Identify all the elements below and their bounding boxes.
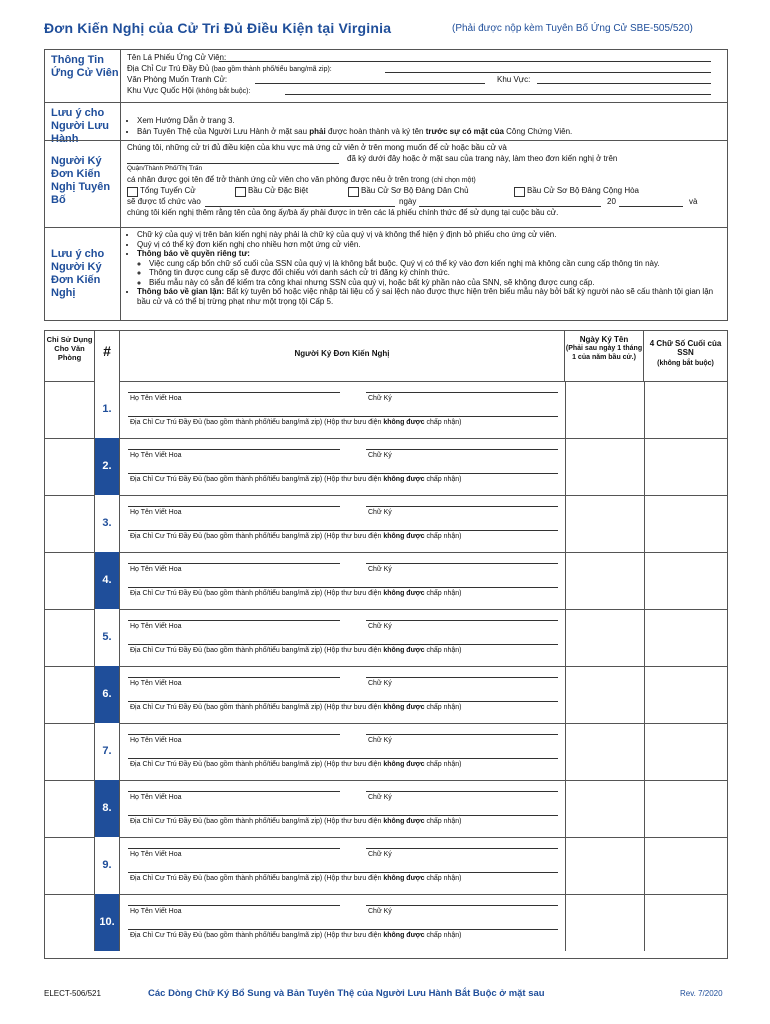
signer-row [45,780,727,838]
candidate-section [45,50,727,102]
address-field[interactable] [128,530,558,531]
office-use-cell [45,666,94,723]
printed-name-field[interactable] [128,620,340,621]
form-subtitle: (Phải được nộp kèm Tuyên Bố Ứng Cử SBE-505/520) [452,23,693,34]
office-label: Văn Phòng Muốn Tranh Cử: [127,75,228,84]
signature-table-header [45,331,727,382]
office-use-cell [45,609,94,666]
date-signed-field[interactable] [565,666,645,723]
printed-name-label: Họ Tên Viết Hoa [130,851,182,858]
statement-line-1: Chúng tôi, những cử tri đủ điều kiện của khu vực mà ứng cử viên ở trên mong muốn để cử hoặc bầu cử và [127,143,507,152]
signature-field[interactable] [366,791,558,792]
privacy-item-3: ◦ Biểu mẫu này có sẵn để kiểm tra công khai nhưng SSN của quý vị, hoặc bất kỳ phần nào của SNN, sẽ không được cung cấp. [149,278,721,288]
signer-statement-label: Người Ký Đơn Kiến Nghị Tuyên Bố [45,141,121,227]
ssn-field[interactable] [644,666,727,723]
year-field[interactable] [619,197,683,207]
office-use-cell [45,552,94,609]
address-field[interactable] [128,416,558,417]
signature-label: Chữ Ký [368,452,392,459]
address-label: Địa Chỉ Cư Trú Đầy Đủ (bao gồm thành phố/tiểu bang/mã zip) (Hộp thư bưu điện không được chấp nhận) [130,818,462,825]
ssn-field[interactable] [644,609,727,666]
signature-label: Chữ Ký [368,395,392,402]
ssn-field[interactable] [644,495,727,552]
address-field[interactable] [128,815,558,816]
circulator-item-2: • Bản Tuyên Thệ của Người Lưu Hành ở mặt sau phải được hoàn thành và ký tên trước sự có mặt của Công Chứng Viên. [137,126,721,137]
col-date: Ngày Ký Tên (Phải sau ngày 1 tháng 1 của năm bầu cử.) [565,331,644,381]
address-field[interactable] [128,872,558,873]
address-label: Địa Chỉ Cư Trú Đầy Đủ (bao gồm thành phố/tiểu bang/mã zip) (Hộp thư bưu điện không được chấp nhận) [130,647,462,654]
office-use-cell [45,780,94,837]
signature-table [44,330,728,959]
address-field[interactable] [128,587,558,588]
special-election-label: Bầu Cử Đặc Biệt [248,186,309,195]
signature-label: Chữ Ký [368,908,392,915]
address-label: Địa Chỉ Cư Trú Đầy Đủ (bao gồm thành phố/tiểu bang/mã zip) (Hộp thư bưu điện không được chấp nhận) [130,590,462,597]
col-signer: Người Ký Đơn Kiến Nghị [120,331,565,381]
signature-field[interactable] [366,620,558,621]
printed-name-label: Họ Tên Viết Hoa [130,452,182,459]
signer-row [45,495,727,553]
row-number: 7. [94,723,120,780]
ssn-field[interactable] [644,780,727,837]
printed-name-label: Họ Tên Viết Hoa [130,509,182,516]
signer-note-2: • Quý vị có thể ký đơn kiến nghị cho nhiều hơn một ứng cử viên. [137,240,721,250]
row-number: 2. [94,438,120,495]
date-signed-field[interactable] [565,837,645,894]
signer-cell [120,837,566,894]
signature-field[interactable] [366,677,558,678]
county-city-label: Quận/Thành Phố/Thị Trấn [127,165,203,172]
signer-statement-section [45,140,727,227]
signer-row [45,438,727,496]
ballot-name-field[interactable] [219,52,711,62]
signer-cell [120,666,566,723]
district-field[interactable] [537,74,711,84]
address-label: Địa Chỉ Cư Trú Đầy Đủ [127,64,210,73]
signature-field[interactable] [366,734,558,735]
statement-line-6: chúng tôi kiến nghị thêm rằng tên của ông ấy/bà ấy phải được in trên các lá phiếu chính thức để sử dụng tại cuộc bầu cử. [127,207,559,217]
office-use-cell [45,381,94,438]
col-office-use: Chỉ Sử Dụng Cho Văn Phòng [46,335,93,362]
printed-name-field[interactable] [128,791,340,792]
day-label: ngày [399,197,417,206]
printed-name-label: Họ Tên Viết Hoa [130,566,182,573]
ssn-field[interactable] [644,723,727,780]
row-number: 6. [94,666,120,723]
signer-row [45,723,727,781]
signature-label: Chữ Ký [368,680,392,687]
printed-name-label: Họ Tên Viết Hoa [130,623,182,630]
republican-primary-label: Bầu Cử Sơ Bộ Đảng Cộng Hòa [527,186,639,195]
office-use-cell [45,495,94,552]
printed-name-field[interactable] [128,392,340,393]
congress-label: Khu Vực Quốc Hội [127,86,194,95]
address-label: Địa Chỉ Cư Trú Đầy Đủ (bao gồm thành phố/tiểu bang/mã zip) (Hộp thư bưu điện không được chấp nhận) [130,932,462,939]
office-use-cell [45,438,94,495]
signer-row [45,609,727,667]
address-note: (bao gồm thành phố/tiểu bang/mã zip): [211,66,332,73]
row-number: 5. [94,609,120,666]
signer-cell [120,723,566,780]
address-label: Địa Chỉ Cư Trú Đầy Đủ (bao gồm thành phố/tiểu bang/mã zip) (Hộp thư bưu điện không được chấp nhận) [130,761,462,768]
signature-field[interactable] [366,449,558,450]
printed-name-field[interactable] [128,449,340,450]
and-label: và [689,197,698,206]
held-on-field[interactable] [205,197,395,207]
signature-field[interactable] [366,563,558,564]
signer-note-1: • Chữ ký của quý vị trên bản kiến nghị này phải là chữ ký của quý vị và không thể hiện ý định bỏ phiếu cho ứng cử viên. [137,230,721,240]
signature-field[interactable] [366,392,558,393]
signer-cell [120,780,566,837]
held-on-label: sẽ được tổ chức vào [127,197,201,206]
ssn-field[interactable] [644,837,727,894]
signer-row [45,837,727,895]
form-id: ELECT-506/521 [44,989,101,998]
democratic-primary-label: Bầu Cử Sơ Bộ Đảng Dân Chủ [361,186,469,195]
row-number: 4. [94,552,120,609]
signature-label: Chữ Ký [368,794,392,801]
footer-note: Các Dòng Chữ Ký Bổ Sung và Bản Tuyên Thệ của Người Lưu Hành Bắt Buộc ở mặt sau [148,988,545,999]
date-signed-field[interactable] [565,495,645,552]
printed-name-field[interactable] [128,848,340,849]
county-city-field[interactable] [127,154,339,164]
special-election-checkbox[interactable] [235,187,246,197]
office-use-cell [45,837,94,894]
day-field[interactable] [419,197,601,207]
date-signed-field[interactable] [565,381,645,438]
address-field[interactable] [128,929,558,930]
row-number: 1. [94,381,120,438]
date-signed-field[interactable] [565,894,645,951]
printed-name-field[interactable] [128,563,340,564]
privacy-item-2: ◦ Thông tin được cung cấp sẽ được đối chiếu với danh sách cử tri đăng ký chính thức. [149,268,721,278]
printed-name-label: Họ Tên Viết Hoa [130,395,182,402]
ssn-field[interactable] [644,894,727,951]
revision: Rev. 7/2020 [680,989,723,998]
statement-line-2: đã ký dưới đây hoặc ở mặt sau của trang này, làm theo đơn kiến nghị ở trên [347,153,618,163]
row-number: 9. [94,837,120,894]
signature-label: Chữ Ký [368,737,392,744]
printed-name-field[interactable] [128,734,340,735]
col-ssn: 4 Chữ Số Cuối của SSN (không bắt buộc) [649,339,722,367]
address-field[interactable] [128,701,558,702]
fraud-notice: • Thông báo về gian lận: Bất kỳ tuyên bố hoặc việc nhập tài liệu cố ý sai lệch nào được thực hiện trên biểu mẫu này bởi bất kỳ người nào sẽ cấu thành tội gian lận bầu cử và có thể bị trừng phạt như một trọng tội Cấp 5. [137,287,721,306]
signer-cell [120,609,566,666]
office-field[interactable] [255,74,485,84]
printed-name-label: Họ Tên Viết Hoa [130,737,182,744]
general-election-label: Tổng Tuyển Cử [140,186,196,195]
date-signed-field[interactable] [565,780,645,837]
signer-row [45,552,727,610]
signature-label: Chữ Ký [368,509,392,516]
ssn-field[interactable] [644,381,727,438]
row-number: 3. [94,495,120,552]
signature-label: Chữ Ký [368,851,392,858]
general-election-checkbox[interactable] [127,187,138,197]
signature-label: Chữ Ký [368,566,392,573]
date-signed-field[interactable] [565,609,645,666]
row-number: 8. [94,780,120,837]
signer-cell [120,438,566,495]
signer-note-label: Lưu ý cho Người Ký Đơn Kiến Nghị [45,228,121,320]
ssn-field[interactable] [644,552,727,609]
address-label: Địa Chỉ Cư Trú Đầy Đủ (bao gồm thành phố/tiểu bang/mã zip) (Hộp thư bưu điện không được chấp nhận) [130,875,462,882]
printed-name-label: Họ Tên Viết Hoa [130,908,182,915]
signature-field[interactable] [366,506,558,507]
statement-line-4: cá nhân được gọi tên để trở thành ứng cử viên cho văn phòng được nêu ở trên trong (chỉ chọn một) [127,174,476,184]
address-field[interactable] [128,644,558,645]
office-use-cell [45,894,94,951]
address-field[interactable] [128,473,558,474]
address-label: Địa Chỉ Cư Trú Đầy Đủ (bao gồm thành phố/tiểu bang/mã zip) (Hộp thư bưu điện không được chấp nhận) [130,704,462,711]
address-label: Địa Chỉ Cư Trú Đầy Đủ (bao gồm thành phố/tiểu bang/mã zip) (Hộp thư bưu điện không được chấp nhận) [130,533,462,540]
congress-note: (không bắt buộc): [195,88,251,95]
office-use-cell [45,723,94,780]
ballot-name-label: Tên Lá Phiếu Ứng Cử Viên: [127,53,227,62]
signer-row [45,381,727,439]
privacy-item-1: ◦ Việc cung cấp bốn chữ số cuối của SSN của quý vị là không bắt buộc. Quý vị có thể ký vào đơn kiến nghị mà không cần cung cấp thông tin này. [149,259,721,269]
signature-label: Chữ Ký [368,623,392,630]
address-label: Địa Chỉ Cư Trú Đầy Đủ (bao gồm thành phố/tiểu bang/mã zip) (Hộp thư bưu điện không được chấp nhận) [130,476,462,483]
democratic-primary-checkbox[interactable] [348,187,359,197]
privacy-notice: • Thông báo về quyền riêng tư: ◦ Việc cung cấp bốn chữ số cuối của SSN của quý vị là không bắt buộc. Quý vị có thể ký vào đơn kiến nghị mà không cần cung cấp thông tin này. ◦ Thông tin được cung cấp sẽ được đối chiếu với danh sách cử tri đăng ký chính thức. ◦ Biểu mẫu này có sẵn để kiểm tra công khai nhưng SSN của quý vị, hoặc bất kỳ phần nào của SNN, sẽ không được cung cấp. [137,249,721,287]
printed-name-field[interactable] [128,905,340,906]
printed-name-label: Họ Tên Viết Hoa [130,794,182,801]
row-number: 10. [94,894,120,951]
district-label: Khu Vực: [497,75,531,84]
signer-row [45,894,727,951]
col-number: # [94,331,120,381]
address-field[interactable] [128,758,558,759]
signature-field[interactable] [366,905,558,906]
date-signed-field[interactable] [565,723,645,780]
signer-note-section [45,227,727,320]
circulator-item-1: • Xem Hướng Dẫn ở trang 3. [137,115,721,126]
date-signed-field[interactable] [565,438,645,495]
circulator-section [45,102,727,145]
congress-field[interactable] [285,85,711,95]
year-prefix: 20 [607,197,616,206]
signer-cell [120,381,566,438]
signer-cell [120,894,566,951]
ssn-field[interactable] [644,438,727,495]
form-title: Đơn Kiến Nghị của Cử Tri Đủ Điều Kiện tại Virginia [44,20,392,36]
printed-name-field[interactable] [128,677,340,678]
republican-primary-checkbox[interactable] [514,187,525,197]
printed-name-label: Họ Tên Viết Hoa [130,680,182,687]
info-table [44,49,728,321]
signer-cell [120,495,566,552]
address-field[interactable] [385,63,711,73]
address-label: Địa Chỉ Cư Trú Đầy Đủ (bao gồm thành phố/tiểu bang/mã zip) (Hộp thư bưu điện không được chấp nhận) [130,419,462,426]
signature-field[interactable] [366,848,558,849]
signer-cell [120,552,566,609]
candidate-label: Thông Tin Ứng Cử Viên [45,50,121,102]
date-signed-field[interactable] [565,552,645,609]
circulator-label: Lưu ý cho Người Lưu Hành [45,103,121,140]
printed-name-field[interactable] [128,506,340,507]
signer-row [45,666,727,724]
